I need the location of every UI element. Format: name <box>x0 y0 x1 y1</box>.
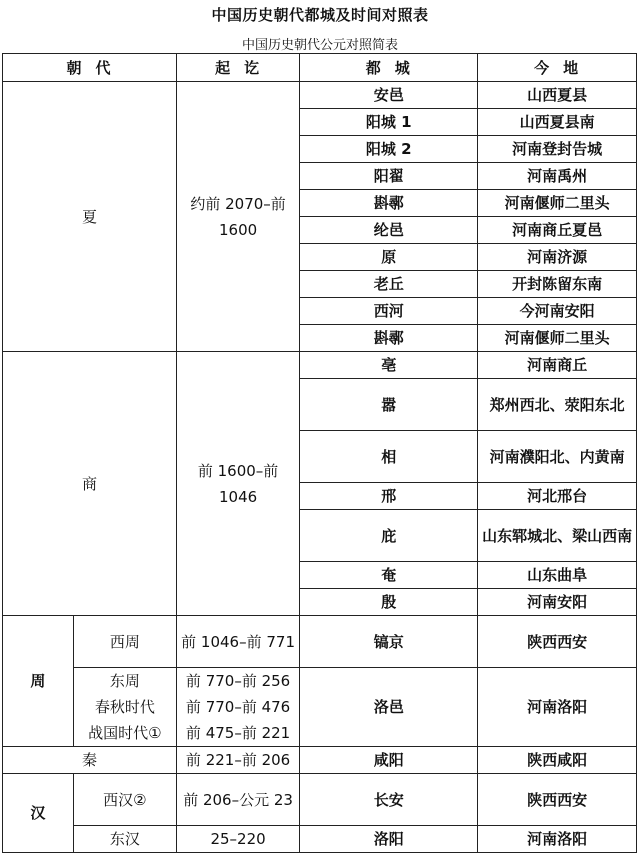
dynasty-cell: 周 <box>3 616 74 747</box>
today-cell: 山西夏县南 <box>478 109 637 136</box>
header-capital: 都城 <box>300 54 478 82</box>
table-row <box>3 826 637 853</box>
capital-cell: 奄 <box>300 562 478 589</box>
capital-cell: 老丘 <box>300 271 478 298</box>
capital-cell: 安邑 <box>300 82 478 109</box>
capital-cell: 斟鄩 <box>300 190 478 217</box>
today-cell: 河南洛阳 <box>478 826 637 853</box>
period-value: 前 770–前 256 <box>185 672 291 690</box>
sub-dynasty-name: 战国时代① <box>88 724 162 742</box>
period-cell: 前 206–公元 23 <box>176 774 299 826</box>
header-row <box>3 54 637 82</box>
today-cell: 山东郓城北、梁山西南 <box>478 510 637 562</box>
today-cell: 河南偃师二里头 <box>478 190 637 217</box>
table-row <box>3 82 637 109</box>
header-dynasty: 朝代 <box>3 54 177 82</box>
dynasty-cell: 汉 <box>3 774 74 853</box>
today-cell: 河南濮阳北、内黄南 <box>478 431 637 483</box>
capital-cell: 庇 <box>300 510 478 562</box>
today-cell: 陕西咸阳 <box>478 747 637 774</box>
today-cell: 陕西西安 <box>478 774 637 826</box>
dynasty-cell: 商 <box>3 352 177 616</box>
dynasty-table <box>2 53 637 853</box>
today-cell: 今河南安阳 <box>478 298 637 325</box>
capital-cell: 嚣 <box>300 379 478 431</box>
capital-cell: 洛阳 <box>300 826 478 853</box>
sub-dynasty-cell: 西周 <box>73 616 176 668</box>
capital-cell: 长安 <box>300 774 478 826</box>
today-cell: 河南安阳 <box>478 589 637 616</box>
sub-dynasty-cell <box>73 668 176 747</box>
dynasty-cell: 秦 <box>3 747 177 774</box>
period-cell: 前 1600–前 1046 <box>176 352 299 616</box>
page-title: 中国历史朝代都城及时间对照表 <box>211 6 429 24</box>
capital-cell: 阳城 2 <box>300 136 478 163</box>
capital-cell: 亳 <box>300 352 478 379</box>
today-cell: 河南登封告城 <box>478 136 637 163</box>
period-value: 前 770–前 476 <box>185 698 291 716</box>
sub-dynasty-cell: 东汉 <box>73 826 176 853</box>
capital-cell: 阳翟 <box>300 163 478 190</box>
period-cell: 约前 2070–前 1600 <box>176 82 299 352</box>
capital-cell: 阳城 1 <box>300 109 478 136</box>
table-row <box>3 616 637 668</box>
table-row <box>3 747 637 774</box>
sub-dynasty-name: 春秋时代 <box>94 698 155 716</box>
page-subtitle: 中国历史朝代公元对照简表 <box>241 38 398 53</box>
today-cell: 山东曲阜 <box>478 562 637 589</box>
table-row <box>3 352 637 379</box>
today-cell: 河南商丘夏邑 <box>478 217 637 244</box>
capital-cell: 纶邑 <box>300 217 478 244</box>
capital-cell: 斟鄩 <box>300 325 478 352</box>
today-cell: 河南商丘 <box>478 352 637 379</box>
period-cell: 25–220 <box>176 826 299 853</box>
sub-dynasty-name: 东周 <box>109 672 140 690</box>
period-cell: 前 221–前 206 <box>176 747 299 774</box>
today-cell: 开封陈留东南 <box>478 271 637 298</box>
table-row <box>3 668 637 747</box>
capital-cell: 洛邑 <box>300 668 478 747</box>
today-cell: 河南禹州 <box>478 163 637 190</box>
period-cell <box>176 668 299 747</box>
period-cell: 前 1046–前 771 <box>176 616 299 668</box>
today-cell: 山西夏县 <box>478 82 637 109</box>
today-cell: 河南偃师二里头 <box>478 325 637 352</box>
dynasty-cell: 夏 <box>3 82 177 352</box>
capital-cell: 殷 <box>300 589 478 616</box>
header-today: 今地 <box>478 54 637 82</box>
today-cell: 郑州西北、荥阳东北 <box>478 379 637 431</box>
today-cell: 河南济源 <box>478 244 637 271</box>
capital-cell: 原 <box>300 244 478 271</box>
today-cell: 河南洛阳 <box>478 668 637 747</box>
sub-dynasty-cell: 西汉② <box>73 774 176 826</box>
header-period: 起讫 <box>176 54 299 82</box>
today-cell: 河北邢台 <box>478 483 637 510</box>
today-cell: 陕西西安 <box>478 616 637 668</box>
capital-cell: 相 <box>300 431 478 483</box>
capital-cell: 邢 <box>300 483 478 510</box>
capital-cell: 西河 <box>300 298 478 325</box>
capital-cell: 咸阳 <box>300 747 478 774</box>
table-row <box>3 774 637 826</box>
period-value: 前 475–前 221 <box>185 724 291 742</box>
capital-cell: 镐京 <box>300 616 478 668</box>
